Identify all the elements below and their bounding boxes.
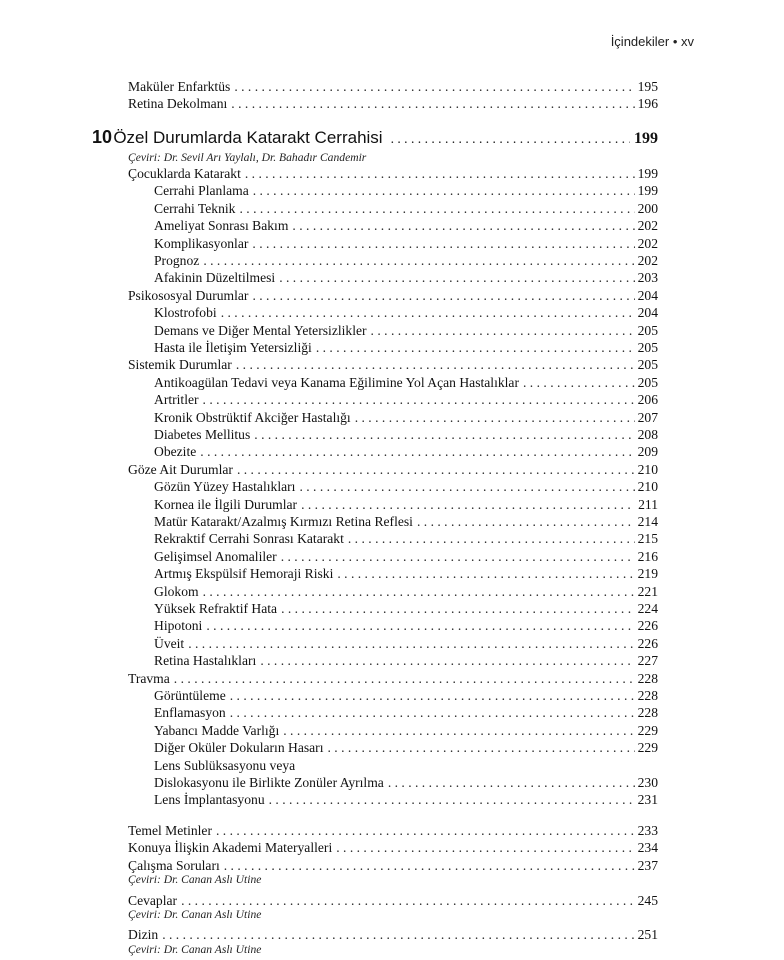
- leader-dots: [281, 600, 635, 617]
- toc-entry[interactable]: [154, 704, 658, 721]
- entry-page: 214: [637, 514, 658, 529]
- entry-title: Cerrahi Planlama: [154, 183, 249, 199]
- entry-title: Antikoagülan Tedavi veya Kanama Eğilimine Yol Açan Hastalıklar: [154, 374, 519, 390]
- leader-dots: [371, 322, 635, 339]
- entry-translator: Çeviri: Dr. Canan Aslı Utine: [128, 942, 262, 956]
- entry-page: 215: [637, 531, 658, 547]
- entry-title: Göze Ait Durumlar: [128, 461, 233, 477]
- toc-entry[interactable]: [154, 391, 658, 408]
- toc-entry[interactable]: [128, 287, 658, 304]
- entry-title: Kronik Obstrüktif Akciğer Hastalığı: [154, 409, 351, 425]
- entry-title: Üveit: [154, 635, 185, 651]
- leader-dots: [299, 478, 634, 495]
- leader-dots: [283, 722, 634, 739]
- entry-title: Obezite: [154, 444, 197, 460]
- entry-title: Diğer Oküler Dokuların Hasarı: [154, 740, 324, 756]
- entry-page: 207: [637, 409, 658, 425]
- leader-dots: [252, 235, 634, 252]
- entry-title: Konuya İlişkin Akademi Materyalleri: [128, 840, 333, 856]
- toc-entry[interactable]: [154, 304, 658, 321]
- entry-title: Retina Dekolmanı: [128, 96, 228, 111]
- entry-page: 229: [637, 740, 658, 756]
- toc-entry[interactable]: [154, 583, 658, 600]
- chapter-translator: Çeviri: Dr. Sevil Arı Yaylalı, Dr. Bahadır Candemir: [128, 151, 367, 164]
- entry-page: 224: [637, 601, 658, 616]
- leader-dots: [188, 635, 634, 652]
- toc-entry-line: Lens Sublüksasyonu veya: [154, 757, 296, 773]
- toc-entry[interactable]: [154, 322, 658, 339]
- leader-dots: [224, 857, 635, 874]
- toc-entry[interactable]: [154, 235, 658, 252]
- entry-page: 210: [637, 461, 658, 477]
- toc-entry[interactable]: [128, 356, 658, 373]
- leader-dots: [236, 356, 635, 373]
- entry-title: Dislokasyonu ile Birlikte Zonüler Ayrılma: [154, 775, 384, 790]
- leader-dots: [181, 892, 635, 909]
- entry-page: 221: [637, 583, 658, 599]
- entry-page: 204: [637, 305, 658, 321]
- entry-page: 216: [637, 548, 658, 564]
- entry-page: 228: [637, 688, 658, 703]
- entry-page: 231: [637, 792, 658, 808]
- leader-dots: [292, 217, 634, 234]
- entry-title: Retina Hastalıkları: [154, 653, 257, 669]
- leader-dots: [234, 78, 634, 95]
- entry-title: Yabancı Madde Varlığı: [154, 722, 280, 738]
- toc-entry[interactable]: [128, 822, 658, 839]
- toc-entry[interactable]: [128, 857, 658, 874]
- toc-entry[interactable]: [128, 670, 658, 687]
- entry-title: Hasta ile İletişim Yetersizliği: [154, 340, 312, 355]
- entry-page: 202: [637, 218, 658, 234]
- entry-title: Afakinin Düzeltilmesi: [154, 270, 276, 286]
- toc-entry[interactable]: [154, 687, 658, 704]
- leader-dots: [269, 791, 635, 808]
- entry-title: Artritler: [154, 392, 199, 408]
- toc-entry[interactable]: [154, 426, 658, 443]
- entry-page: 233: [637, 823, 658, 838]
- entry-page: 200: [637, 200, 658, 216]
- leader-dots: [301, 496, 635, 513]
- leader-dots: [239, 200, 634, 217]
- toc-entry[interactable]: [154, 182, 658, 199]
- entry-page: 204: [637, 287, 658, 303]
- entry-page: 202: [637, 235, 658, 251]
- toc-entry[interactable]: [128, 892, 658, 909]
- entry-title: Rekraktif Cerrahi Sonrası Katarakt: [154, 531, 344, 547]
- entry-title: Temel Metinler: [128, 823, 212, 838]
- toc-entry[interactable]: [128, 78, 658, 95]
- toc-entry[interactable]: [154, 617, 658, 634]
- leader-dots: [203, 583, 635, 600]
- entry-title: Enflamasyon: [154, 705, 226, 721]
- entry-page: 219: [637, 566, 658, 582]
- entry-page: 228: [637, 705, 658, 721]
- leader-dots: [260, 652, 634, 669]
- entry-title: Çalışma Soruları: [128, 857, 220, 873]
- leader-dots: [281, 548, 635, 565]
- running-header: İçindekiler • xv: [610, 34, 694, 49]
- leader-dots: [230, 687, 635, 704]
- entry-title: Travma: [128, 670, 170, 686]
- entry-page: 205: [637, 322, 658, 338]
- leader-dots: [328, 739, 635, 756]
- toc-entry[interactable]: [154, 530, 658, 547]
- entry-translator: Çeviri: Dr. Canan Aslı Utine: [128, 873, 262, 887]
- toc-entry[interactable]: [154, 791, 658, 808]
- entry-title: Dizin: [128, 927, 159, 943]
- leader-dots: [391, 128, 630, 150]
- leader-dots: [237, 461, 635, 478]
- leader-dots: [254, 426, 634, 443]
- entry-title: Glokom: [154, 583, 199, 599]
- leader-dots: [388, 774, 635, 791]
- entry-title: Komplikasyonlar: [154, 235, 249, 251]
- chapter-title: Özel Durumlarda Katarakt Cerrahisi: [113, 128, 383, 147]
- toc-entry[interactable]: [128, 95, 658, 112]
- toc-entry[interactable]: [154, 548, 658, 565]
- entry-title: Çocuklarda Katarakt: [128, 166, 241, 181]
- entry-page: 209: [637, 444, 658, 460]
- leader-dots: [252, 287, 634, 304]
- toc-entry[interactable]: [154, 496, 658, 513]
- entry-title: Gözün Yüzey Hastalıkları: [154, 479, 296, 495]
- entry-page: 251: [637, 927, 658, 943]
- entry-title: Maküler Enfarktüs: [128, 79, 231, 94]
- toc-entry[interactable]: [128, 926, 658, 943]
- toc-entry[interactable]: [154, 652, 658, 669]
- entry-page: 228: [637, 670, 658, 686]
- entry-title: Klostrofobi: [154, 305, 217, 321]
- toc-entry[interactable]: [154, 774, 658, 791]
- chapter-heading[interactable]: [92, 126, 658, 150]
- leader-dots: [245, 165, 635, 182]
- entry-page: 230: [637, 775, 658, 790]
- entry-page: 234: [637, 840, 658, 856]
- toc-entry[interactable]: [154, 269, 658, 286]
- leader-dots: [230, 704, 635, 721]
- leader-dots: [200, 443, 634, 460]
- leader-dots: [162, 926, 634, 943]
- entry-page: 237: [637, 857, 658, 873]
- toc-entry[interactable]: [154, 217, 658, 234]
- entry-title: Lens İmplantasyonu: [154, 792, 265, 808]
- entry-title: Prognoz: [154, 253, 200, 268]
- entry-page: 203: [637, 270, 658, 286]
- entry-page: 205: [637, 357, 658, 373]
- leader-dots: [417, 513, 635, 530]
- entry-page: 206: [637, 392, 658, 408]
- toc-entry[interactable]: [154, 722, 658, 739]
- entry-title: Demans ve Diğer Mental Yetersizlikler: [154, 322, 367, 338]
- leader-dots: [337, 565, 634, 582]
- entry-title: Gelişimsel Anomaliler: [154, 548, 277, 564]
- leader-dots: [336, 839, 634, 856]
- leader-dots: [316, 339, 635, 356]
- toc-entry[interactable]: [154, 739, 658, 756]
- leader-dots: [206, 617, 634, 634]
- leader-dots: [216, 822, 635, 839]
- leader-dots: [279, 269, 634, 286]
- leader-dots: [523, 374, 635, 391]
- entry-title: Matür Katarakt/Azalmış Kırmızı Retina Reflesi: [154, 514, 413, 529]
- leader-dots: [355, 409, 635, 426]
- entry-page: 227: [637, 653, 658, 669]
- leader-dots: [203, 252, 634, 269]
- entry-title: Görüntüleme: [154, 688, 226, 703]
- entry-page: 211: [638, 496, 658, 512]
- entry-title: Artmış Ekspülsif Hemoraji Riski: [154, 566, 334, 582]
- toc-entry[interactable]: [154, 600, 658, 617]
- toc-entry[interactable]: [154, 443, 658, 460]
- leader-dots: [221, 304, 635, 321]
- entry-title: Psikososyal Durumlar: [128, 287, 249, 303]
- toc-entry[interactable]: [154, 565, 658, 582]
- entry-page: 226: [637, 635, 658, 651]
- entry-title: Sistemik Durumlar: [128, 357, 232, 373]
- entry-title: Hipotoni: [154, 618, 203, 634]
- toc-entry[interactable]: [154, 478, 658, 495]
- entry-title: Diabetes Mellitus: [154, 427, 251, 442]
- leader-dots: [348, 530, 635, 547]
- toc-entry[interactable]: [128, 839, 658, 856]
- entry-page: 210: [637, 479, 658, 495]
- chapter-page: 199: [634, 130, 658, 147]
- leader-dots: [231, 95, 634, 112]
- entry-page: 199: [637, 183, 658, 199]
- toc-entry[interactable]: [154, 374, 658, 391]
- leader-dots: [174, 670, 635, 687]
- leader-dots: [253, 182, 635, 199]
- entry-page: 245: [637, 892, 658, 908]
- toc-entry[interactable]: [154, 635, 658, 652]
- entry-page: 196: [637, 96, 658, 111]
- toc-entry[interactable]: [154, 200, 658, 217]
- entry-title: Yüksek Refraktif Hata: [154, 601, 278, 616]
- toc-entry[interactable]: [154, 252, 658, 269]
- toc-entry[interactable]: [154, 409, 658, 426]
- entry-translator: Çeviri: Dr. Canan Aslı Utine: [128, 908, 262, 921]
- toc-entry[interactable]: [154, 339, 658, 356]
- toc-entry[interactable]: [154, 513, 658, 530]
- entry-page: 195: [637, 79, 658, 94]
- chapter-number: 10: [92, 127, 113, 147]
- entry-page: 202: [637, 253, 658, 268]
- entry-page: 226: [637, 618, 658, 634]
- entry-title: Ameliyat Sonrası Bakım: [154, 218, 289, 234]
- entry-page: 205: [637, 340, 658, 355]
- entry-page: 208: [637, 427, 658, 442]
- toc-entry[interactable]: [128, 461, 658, 478]
- entry-title: Kornea ile İlgili Durumlar: [154, 496, 298, 512]
- entry-title: Cerrahi Teknik: [154, 200, 236, 216]
- entry-title: Cevaplar: [128, 892, 178, 908]
- leader-dots: [203, 391, 635, 408]
- entry-page: 199: [637, 166, 658, 181]
- entry-page: 205: [637, 374, 658, 390]
- entry-page: 229: [637, 722, 658, 738]
- toc-entry[interactable]: [128, 165, 658, 182]
